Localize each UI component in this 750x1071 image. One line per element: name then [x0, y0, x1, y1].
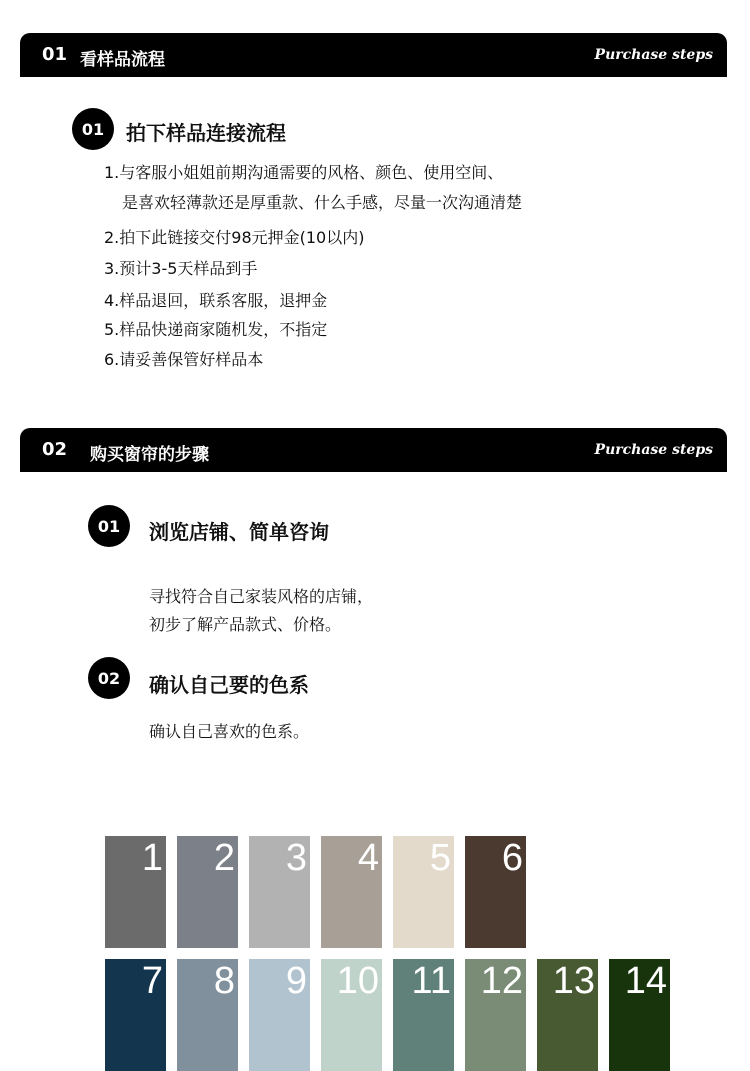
color-swatch-6[interactable] — [465, 836, 526, 948]
instruction-line: 1.与客服小姐姐前期沟通需要的风格、颜色、使用空间、 — [104, 163, 504, 182]
color-swatch-14[interactable] — [609, 959, 670, 1071]
section-title: 看样品流程 — [80, 50, 165, 70]
step-heading: 浏览店铺、简单咨询 — [149, 520, 329, 544]
swatch-number: 13 — [552, 960, 595, 1002]
step-heading: 确认自己要的色系 — [149, 673, 309, 697]
step-description: 确认自己喜欢的色系。 — [149, 722, 310, 741]
section-number: 02 — [42, 439, 68, 460]
section-number: 01 — [42, 44, 68, 65]
color-swatch-11[interactable] — [393, 959, 454, 1071]
step-badge: 01 — [88, 505, 130, 547]
step-badge: 02 — [88, 657, 130, 699]
swatch-number: 7 — [141, 960, 163, 1002]
swatch-number: 3 — [285, 837, 307, 879]
color-swatch-5[interactable] — [393, 836, 454, 948]
instruction-line: 5.样品快递商家随机发，不指定 — [104, 320, 328, 339]
swatch-number: 4 — [357, 837, 379, 879]
swatch-number: 14 — [624, 960, 667, 1002]
section-title: 购买窗帘的步骤 — [90, 445, 209, 465]
swatch-number: 11 — [411, 960, 451, 1002]
section-script-label: Purchase steps — [594, 47, 713, 63]
color-swatch-9[interactable] — [249, 959, 310, 1071]
instruction-line: 6.请妥善保管好样品本 — [104, 350, 264, 369]
color-swatch-3[interactable] — [249, 836, 310, 948]
instruction-line: 是喜欢轻薄款还是厚重款、什么手感，尽量一次沟通清楚 — [122, 193, 523, 212]
section-script-label: Purchase steps — [594, 442, 713, 458]
swatch-number: 12 — [480, 960, 523, 1002]
step-description: 初步了解产品款式、价格。 — [149, 615, 342, 634]
swatch-number: 2 — [213, 837, 235, 879]
swatch-number: 10 — [336, 960, 379, 1002]
swatch-number: 1 — [141, 837, 163, 879]
section-header-1 — [20, 33, 727, 77]
instruction-line: 3.预计3-5天样品到手 — [104, 259, 258, 278]
swatch-number: 6 — [501, 837, 523, 879]
color-swatch-4[interactable] — [321, 836, 382, 948]
color-swatch-1[interactable] — [105, 836, 166, 948]
color-swatch-8[interactable] — [177, 959, 238, 1071]
color-swatch-13[interactable] — [537, 959, 598, 1071]
swatch-number: 8 — [213, 960, 235, 1002]
step-heading: 拍下样品连接流程 — [126, 121, 286, 145]
instruction-line: 4.样品退回，联系客服，退押金 — [104, 291, 328, 310]
step-badge: 01 — [72, 108, 114, 150]
color-swatch-10[interactable] — [321, 959, 382, 1071]
color-swatch-2[interactable] — [177, 836, 238, 948]
instruction-line: 2.拍下此链接交付98元押金(10以内) — [104, 228, 365, 247]
section-header-2 — [20, 428, 727, 472]
swatch-number: 9 — [285, 960, 307, 1002]
color-swatch-12[interactable] — [465, 959, 526, 1071]
step-description: 寻找符合自己家装风格的店铺， — [149, 587, 374, 606]
swatch-number: 5 — [429, 837, 451, 879]
color-swatch-7[interactable] — [105, 959, 166, 1071]
